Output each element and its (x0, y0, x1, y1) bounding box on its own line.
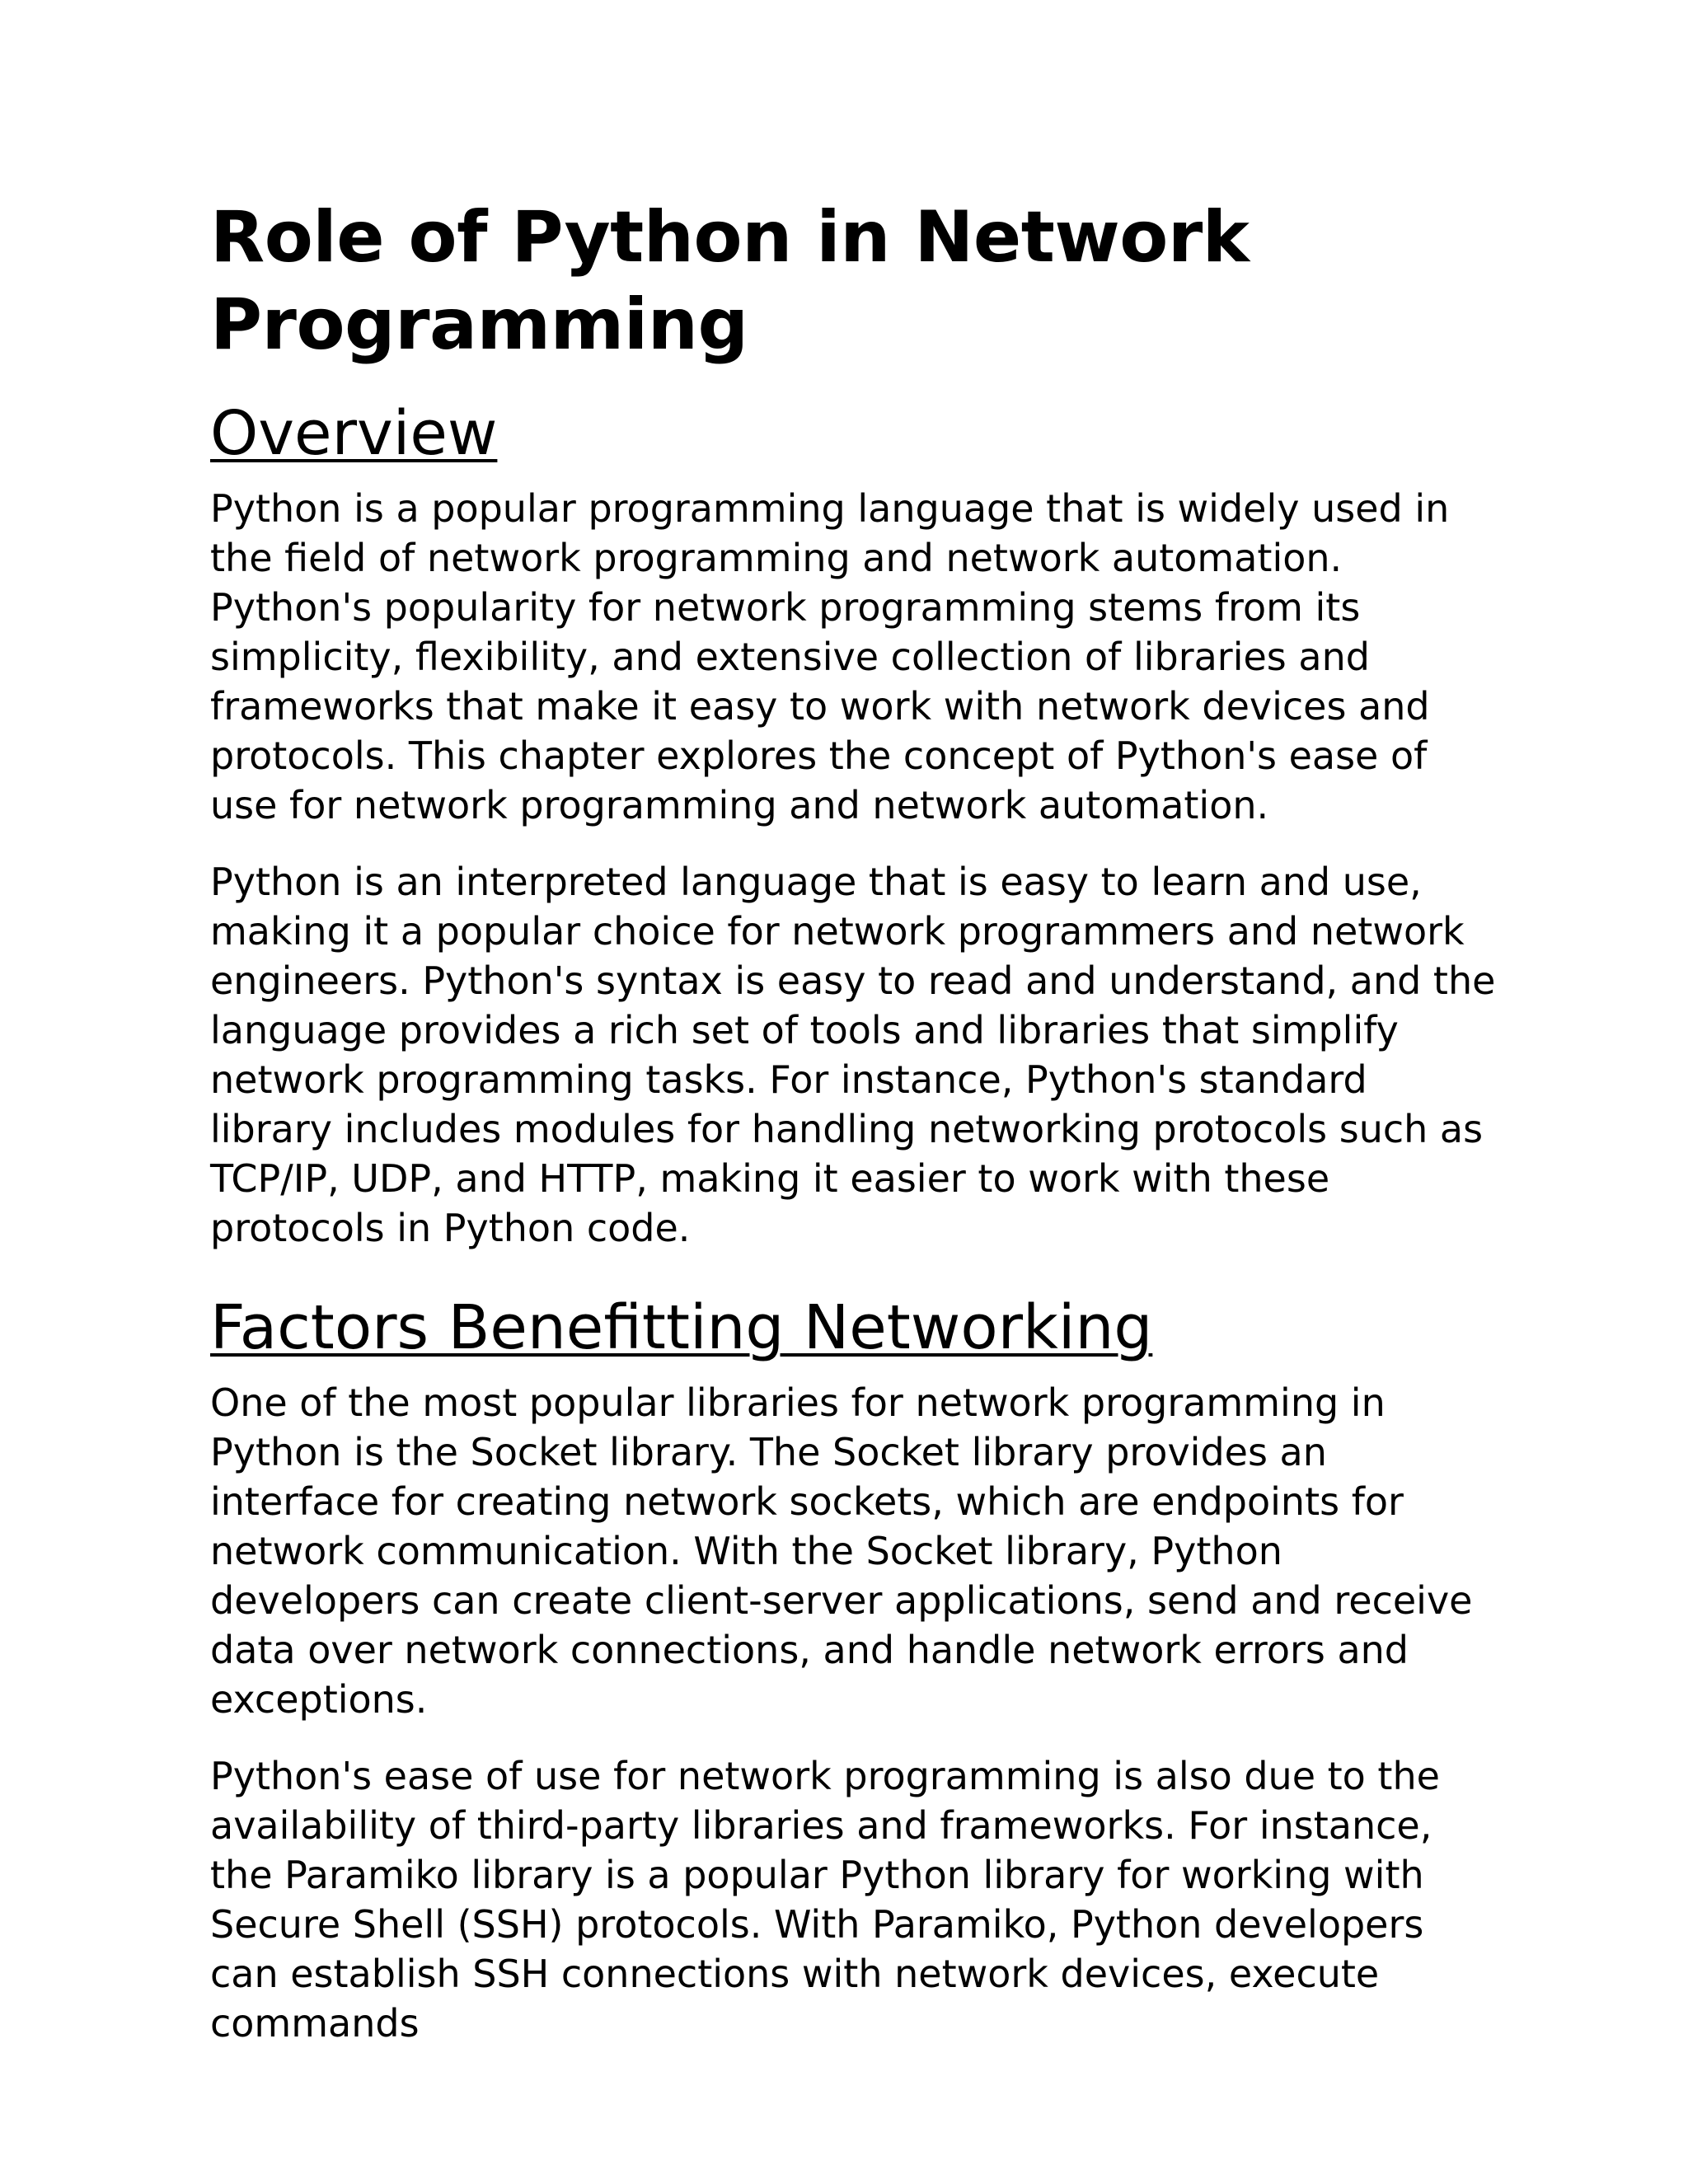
section-factors-benefitting-networking (210, 1291, 1496, 2048)
paragraph: Python is an interpreted language that is easy to learn and use, making it a popular choice for network programmers and network engineers. Python's syntax is easy to read and understand, and the language provides a rich set of tools and libraries that simplify network programming tasks. For instance, Python's standard library includes modules for handling networking protocols such as TCP/IP, UDP, and HTTP, making it easier to work with these protocols in Python code. (210, 860, 1496, 1250)
section-heading-factors: Factors Benefitting Networking (210, 1292, 1153, 1363)
document-title: Role of Python in Network Programming (210, 196, 1250, 366)
section-heading-overview: Overview (210, 398, 498, 469)
paragraph: Python's ease of use for network programming is also due to the availability of third-party libraries and frameworks. For instance, the Paramiko library is a popular Python library for working with Secure Shell (SSH) protocols. With Paramiko, Python developers can establish SSH connections with network devices, execute commands (210, 1754, 1440, 2046)
document-page (210, 194, 1496, 2075)
paragraph: Python is a popular programming language that is widely used in the field of network programming and network automation. Python's popularity for network programming stems from its simplicity, flexibility, and extensive collection of libraries and frameworks that make it easy to work with network devices and protocols. This chapter explores the concept of Python's ease of use for network programming and network automation. (210, 486, 1450, 827)
section-overview (210, 396, 1496, 1253)
paragraph: One of the most popular libraries for network programming in Python is the Socket library. The Socket library provides an interface for creating network sockets, which are endpoints for network communication. With the Socket library, Python developers can create client-server applications, send and receive data over network connections, and handle network errors and exceptions. (210, 1380, 1473, 1722)
